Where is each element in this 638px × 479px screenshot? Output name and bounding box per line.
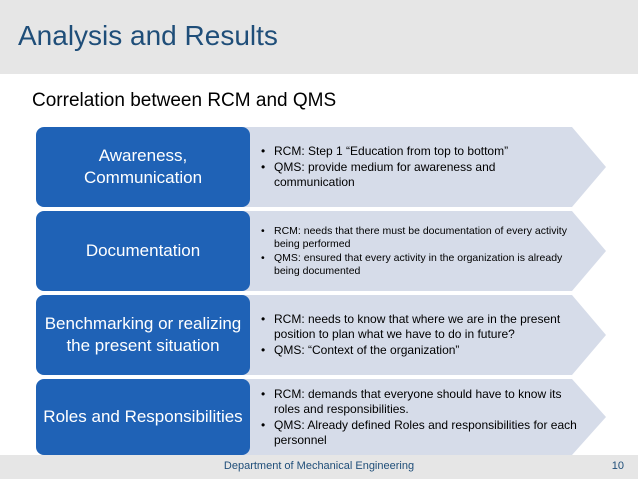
footer-department: Department of Mechanical Engineering xyxy=(223,460,415,472)
bullet-qms: • QMS: “Context of the organization” xyxy=(260,343,578,358)
row-label: Awareness, Communication xyxy=(83,146,203,187)
row-label-box xyxy=(36,211,250,291)
row-label: Documentation xyxy=(85,241,201,260)
bullet-qms: • QMS: provide medium for awareness and communication xyxy=(260,160,578,190)
row-label-box xyxy=(36,295,250,375)
row-label: Roles and Responsibilities xyxy=(43,407,243,426)
row-bullets xyxy=(260,211,578,291)
bullet-rcm: • RCM: needs that there must be documentation of every activity being performed xyxy=(260,225,578,251)
row-bullets xyxy=(260,295,578,375)
bullet-qms: • QMS: ensured that every activity in the organization is already being documented xyxy=(260,252,578,278)
bullet-qms: • QMS: Already defined Roles and responsibilities for each personnel xyxy=(260,418,578,448)
row-bullets xyxy=(260,379,578,455)
bullet-rcm: • RCM: Step 1 “Education from top to bottom” xyxy=(260,144,578,159)
correlation-row-roles xyxy=(0,379,638,455)
row-label: Benchmarking or realizing the present situation xyxy=(44,314,242,355)
row-bullets xyxy=(260,127,578,207)
row-label-box xyxy=(36,127,250,207)
bullet-rcm: • RCM: needs to know that where we are in the present position to plan what we have to do in future? xyxy=(260,312,578,342)
slide-subtitle: Correlation between RCM and QMS xyxy=(32,90,337,111)
page-number: 10 xyxy=(611,460,624,472)
correlation-row-documentation xyxy=(0,211,638,291)
correlation-row-benchmarking xyxy=(0,295,638,375)
correlation-row-awareness xyxy=(0,127,638,207)
footer-bar xyxy=(0,455,638,479)
bullet-rcm: • RCM: demands that everyone should have to know its roles and responsibilities. xyxy=(260,387,578,417)
slide-title: Analysis and Results xyxy=(18,20,278,51)
row-label-box xyxy=(36,379,250,455)
